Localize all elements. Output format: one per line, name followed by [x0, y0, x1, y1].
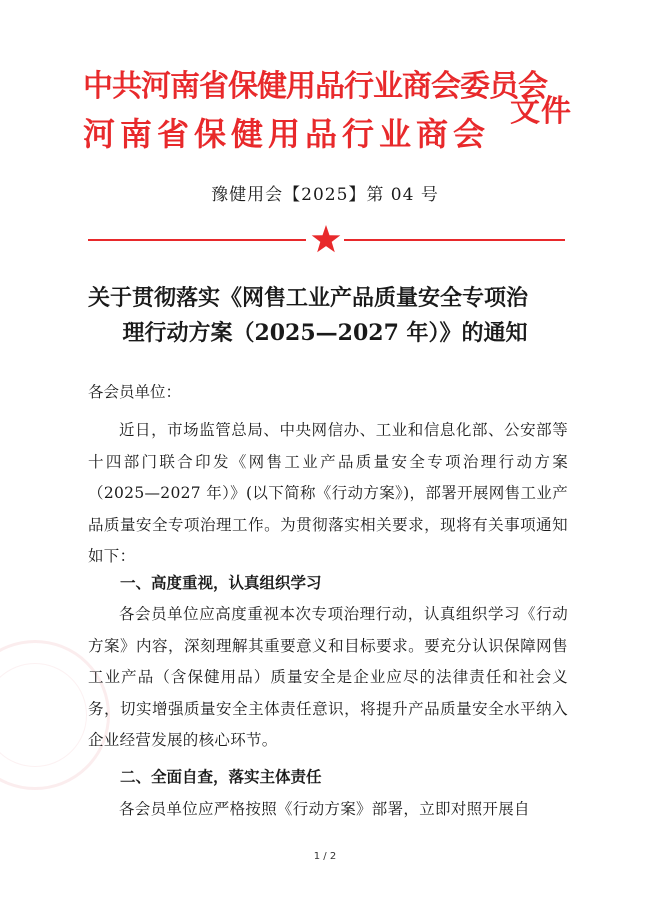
intro-paragraph: 近日，市场监管总局、中央网信办、工业和信息化部、公安部等十四部门联合印发《网售工业产品质量安全专项治理行动方案（2025—2027 年）》(以下简称《行动方案》)，部署开展网售工业产品质量安全专项治理工作。为贯彻落实相关要求，现将有关事项通知如下： — [88, 421, 568, 565]
section-heading-2: 二、全面自查，落实主体责任 — [120, 768, 322, 786]
header-org-line-2: 河南省保健用品行业商会 — [83, 115, 491, 153]
header-org-line-1: 中共河南省保健用品行业商会委员会 — [83, 69, 547, 104]
section-paragraph-1: 各会员单位应高度重视本次专项治理行动，认真组织学习《行动方案》内容，深刻理解其重要意义和目标要求。要充分认识保障网售工业产品（含保健用品）质量安全是企业应尽的法律责任和社会义务，切实增强质量安全主体责任意识，将提升产品质量安全水平纳入企业经营发展的核心环节。 — [88, 605, 568, 749]
document-number: 豫健用会【2025】第 04 号 — [211, 185, 439, 205]
divider-left — [88, 239, 306, 241]
star-icon — [309, 222, 343, 256]
page-number: 1 / 2 — [313, 851, 337, 862]
section-heading-1: 一、高度重视，认真组织学习 — [120, 574, 322, 592]
section-paragraph-2-container — [88, 794, 568, 824]
header-suffix: 文件 — [510, 94, 572, 129]
divider-right — [344, 239, 565, 241]
document-title-line-2: 理行动方案（2025—2027 年）》的通知 — [122, 320, 528, 346]
section-paragraph-2: 各会员单位应严格按照《行动方案》部署，立即对照开展自 — [119, 800, 530, 818]
document-title-line-1: 关于贯彻落实《网售工业产品质量安全专项治 — [88, 285, 529, 311]
salutation: 各会员单位： — [88, 383, 182, 401]
